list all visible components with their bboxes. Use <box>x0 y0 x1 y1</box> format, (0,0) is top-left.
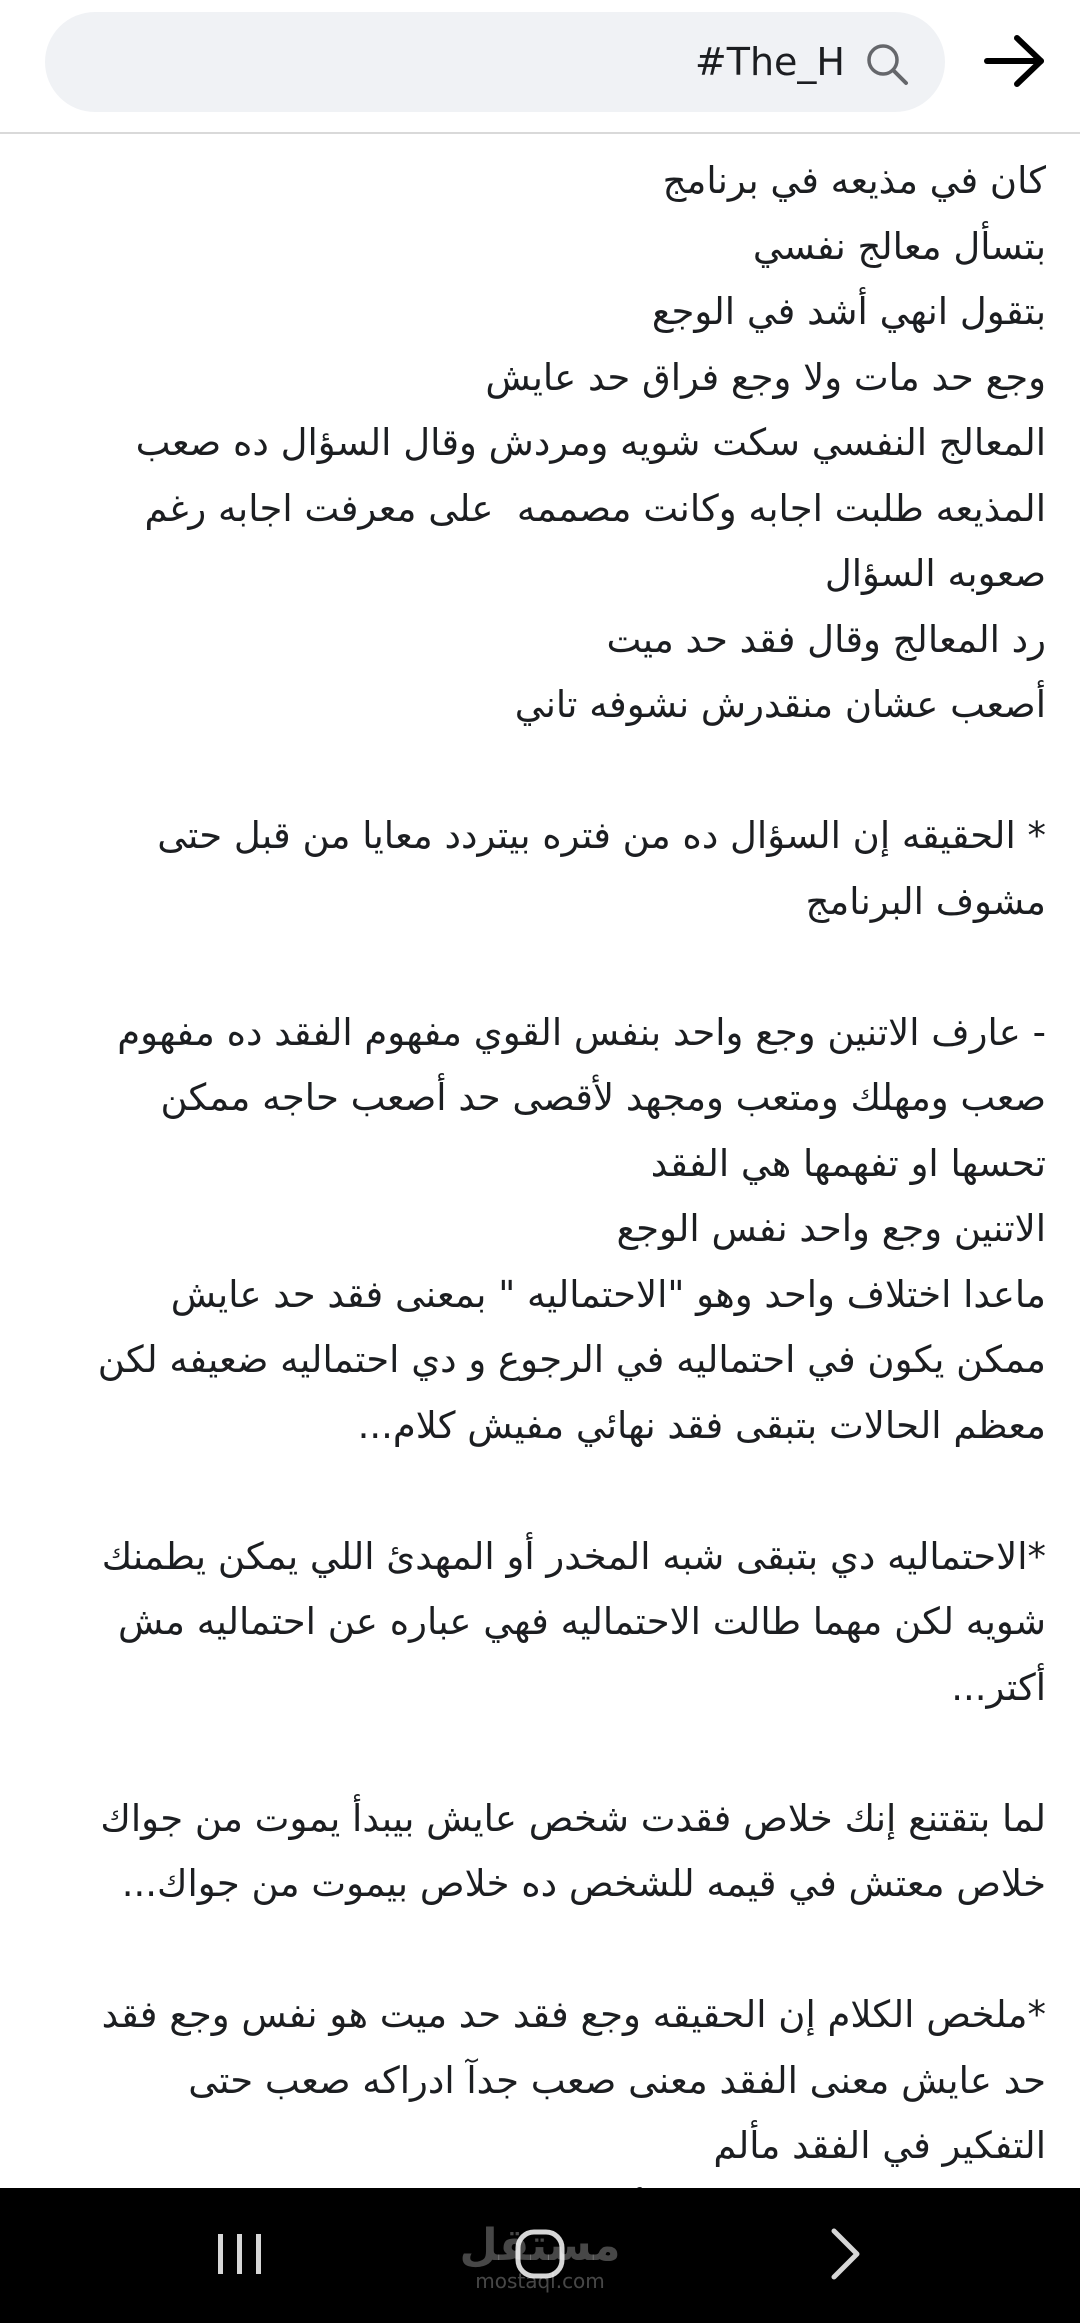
post-text-line: تحسها او تفهمها هي الفقد <box>650 1141 1046 1185</box>
search-icon[interactable] <box>863 40 911 88</box>
nav-back-button[interactable] <box>745 2188 945 2323</box>
post-text-line: أكتر... <box>951 1665 1046 1709</box>
post-text-line: صعوبه السؤال <box>824 552 1046 595</box>
watermark-logo-text: مستقل <box>459 2220 621 2271</box>
post-text-line: معظم الحالات بتبقى فقد نهائي مفيش كلام... <box>357 1403 1046 1447</box>
post-text-line: صعب ومهلك ومتعب ومجهد لأقصى حد أصعب حاجه ممكن <box>160 1076 1046 1119</box>
chevron-right-icon <box>827 2227 863 2285</box>
arrow-right-icon <box>983 33 1047 93</box>
post-text-line: ممكن يكون في احتماليه في الرجوع و دي احتماليه ضعيفه لكن <box>97 1338 1046 1381</box>
post-text-line <box>26 934 1046 1000</box>
post-text-line: * الحقيقه إن السؤال ده من فتره بيتردد معايا من قبل حتى <box>157 814 1046 857</box>
recents-icon <box>214 2231 266 2281</box>
post-text-line: خلاص معتش في قيمه للشخص ده خلاص بيموت من جواك... <box>121 1862 1046 1905</box>
home-icon <box>512 2226 568 2286</box>
post-text-line: *ملخص الكلام إن الحقيقه وجع فقد حد ميت هو نفس وجع فقد <box>101 1993 1046 2036</box>
search-input[interactable] <box>105 12 845 112</box>
post-text-line: المعالج النفسي سكت شويه ومردش وقال السؤال ده صعب <box>135 421 1046 464</box>
post-text-line: الاتنين وجع واحد نفس الوجع <box>616 1207 1046 1250</box>
post-text-line: رد المعالج وقال فقد حد ميت <box>606 617 1046 661</box>
post-text-line: التفكير في الفقد مألم <box>713 2124 1046 2167</box>
post-text-line: المذيعه طلبت اجابه وكانت مصممه على معرفت اجابه رغم <box>144 486 1046 530</box>
post-text-line: وجع حد مات ولا وجع فراق حد عايش <box>485 355 1046 399</box>
recents-button[interactable] <box>140 2188 340 2323</box>
post-text-line: كان في مذيعه في برنامج <box>662 159 1046 202</box>
search-box[interactable] <box>45 12 945 112</box>
post-text-line <box>26 1458 1046 1524</box>
post-text-line: مشوف البرنامج <box>805 879 1046 923</box>
post-text-line <box>26 1720 1046 1786</box>
watermark-url: mostaql.com <box>475 2269 605 2293</box>
post-text <box>26 148 1046 2244</box>
post-text-line: - عارف الاتنين وجع واحد بنفس القوي مفهوم الفقد ده مفهوم <box>117 1010 1046 1054</box>
top-bar <box>0 0 1080 134</box>
post-text-line: ماعدا اختلاف واحد وهو "الاحتماليه " بمعنى فقد حد عايش <box>170 1272 1046 1316</box>
post-text-line: بتسأل معالج نفسي <box>752 224 1046 268</box>
post-text-line: حد عايش معنى الفقد معنى صعب جدآ ادراكه صعب حتى <box>188 2058 1046 2102</box>
system-nav-bar <box>0 2188 1080 2323</box>
post-text-line: شويه لكن مهما طالت الاحتماليه فهي عباره عن احتماليه مش <box>117 1600 1046 1643</box>
post-text-line: بتقول انهي أشد في الوجع <box>651 290 1046 333</box>
home-button[interactable] <box>440 2188 640 2323</box>
post-text-line <box>26 738 1046 804</box>
post-text-line: أصعب عشان منقدرش نشوفه تاني <box>514 683 1046 726</box>
post-text-line <box>26 1917 1046 1983</box>
post-text-line: *الاحتماليه دي بتبقى شبه المخدر أو المهدئ اللي يمكن يطمنك <box>101 1534 1046 1578</box>
post-text-line: لما بتقتنع إنك خلاص فقدت شخص عايش بيبدأ يموت من جواك <box>100 1796 1046 1840</box>
back-button[interactable] <box>970 25 1060 100</box>
